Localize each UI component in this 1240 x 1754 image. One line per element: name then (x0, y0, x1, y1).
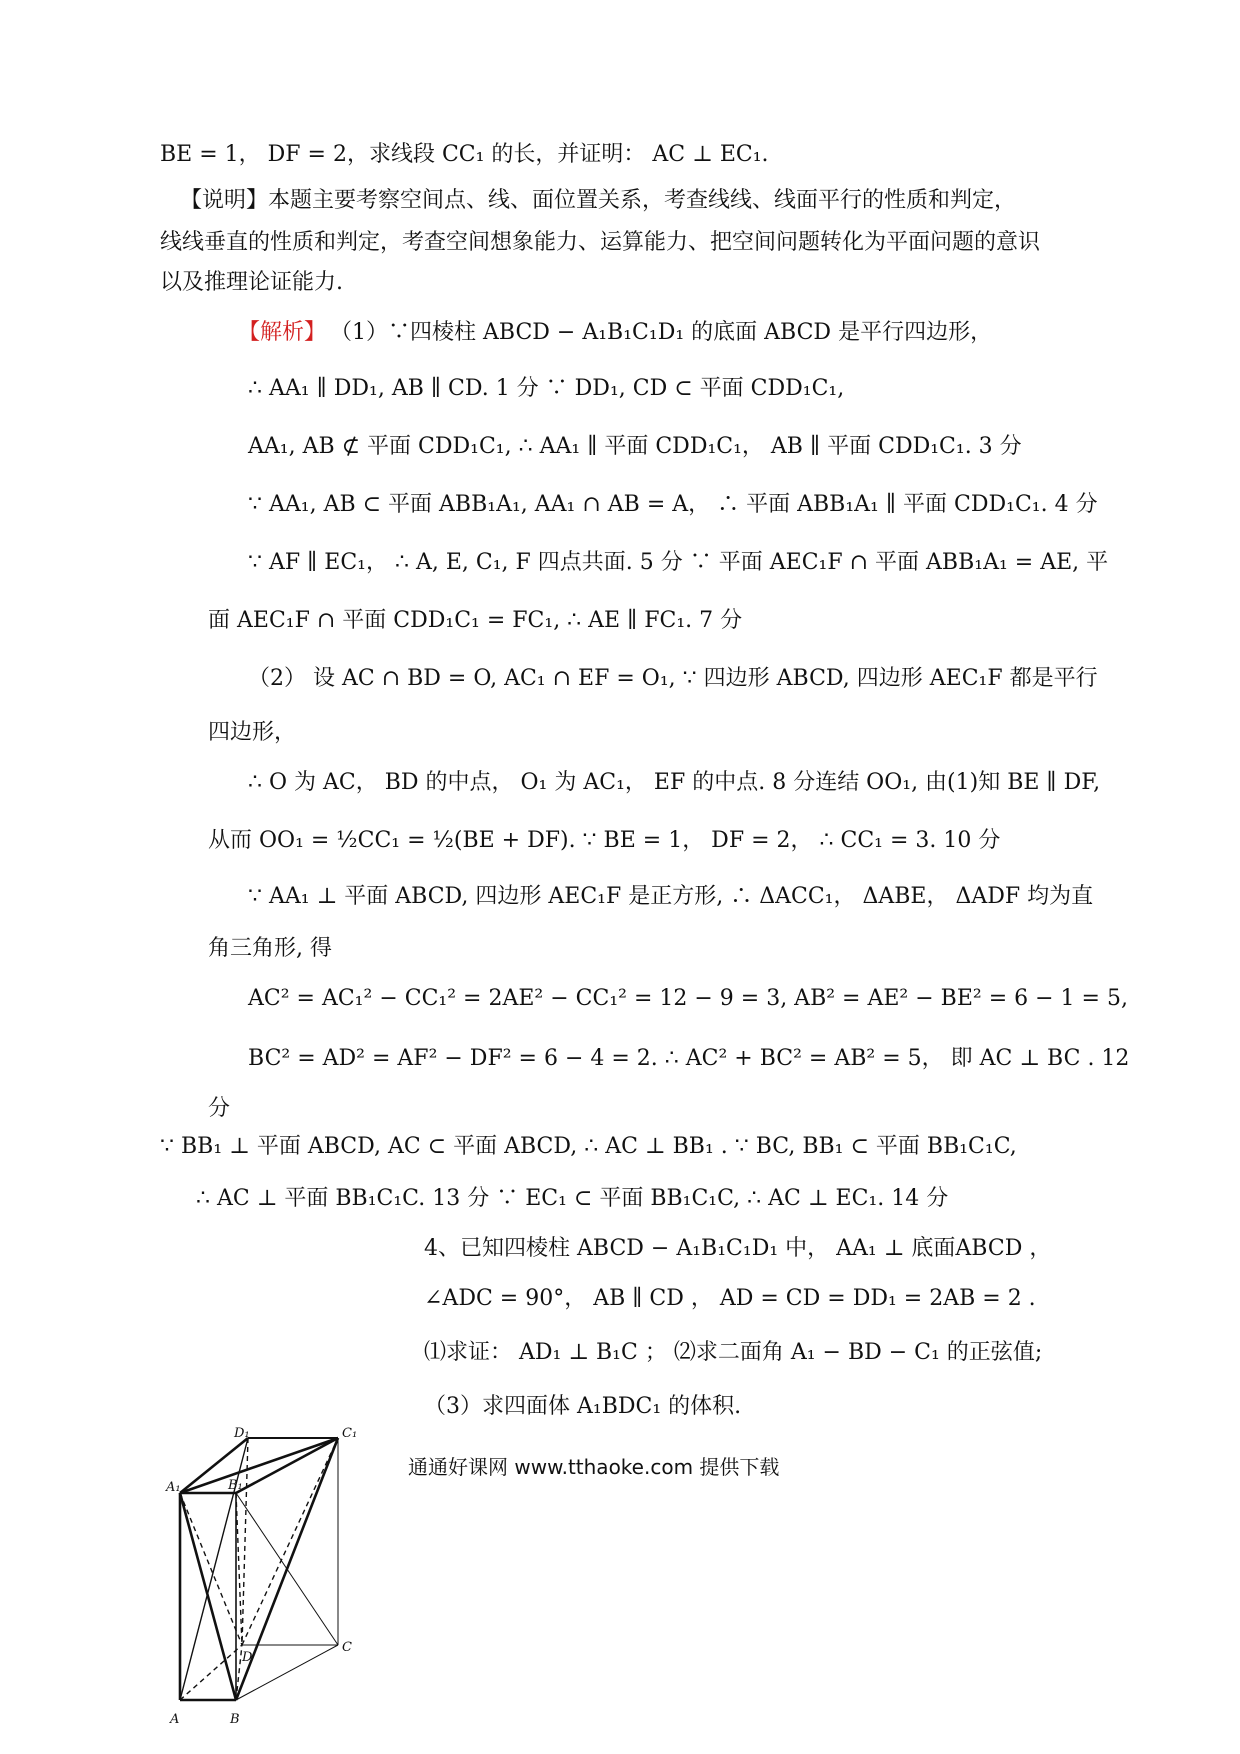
diag-b1-c (236, 1493, 338, 1645)
solution-line-5: ∵ AF ∥ EC₁， ∴ A, E, C₁, F 四点共面. 5 分 ∵ 平面 AEC₁F ∩ 平面 ABB₁A₁ = AE, 平 (248, 550, 1109, 575)
label-d: D (242, 1650, 253, 1665)
solution-line-7: （2） 设 AC ∩ BD = O, AC₁ ∩ EF = O₁, ∵ 四边形 ABCD, 四边形 AEC₁F 都是平行 (248, 666, 1098, 691)
solution-line-4: ∵ AA₁, AB ⊂ 平面 ABB₁A₁, AA₁ ∩ AB = A， ∴ 平面 ABB₁A₁ ∥ 平面 CDD₁C₁. 4 分 (248, 492, 1098, 517)
solution-line-12: 角三角形, 得 (208, 936, 332, 961)
label-c1: C₁ (342, 1426, 358, 1441)
solution-line-14: BC² = AD² = AF² − DF² = 6 − 4 = 2. ∴ AC² + BC² = AB² = 5， 即 AC ⊥ BC . 12 (248, 1046, 1130, 1071)
diag-a1-c1 (180, 1438, 338, 1493)
prism-figure (166, 1425, 420, 1735)
label-d1: D₁ (234, 1426, 250, 1441)
label-b: B (230, 1712, 240, 1727)
solution-line-6: 面 AEC₁F ∩ 平面 CDD₁C₁ = FC₁, ∴ AE ∥ FC₁. 7 分 (208, 608, 743, 633)
footer-source: 通通好课网 www.tthaoke.com 提供下载 (408, 1455, 780, 1479)
label-c: C (342, 1640, 352, 1655)
problem-3-task: BE = 1， DF = 2，求线段 CC₁ 的长，并证明： AC ⊥ EC₁. (160, 142, 769, 167)
solution-line-2: ∴ AA₁ ∥ DD₁, AB ∥ CD. 1 分 ∵ DD₁, CD ⊂ 平面 CDD₁C₁, (248, 376, 845, 401)
solution-line-17: ∴ AC ⊥ 平面 BB₁C₁C. 13 分 ∵ EC₁ ⊂ 平面 BB₁C₁C, ∴ AC ⊥ EC₁. 14 分 (196, 1186, 949, 1211)
edge-b1-c1 (236, 1438, 338, 1493)
question-4-line-1: 4、已知四棱柱 ABCD − A₁B₁C₁D₁ 中， AA₁ ⊥ 底面ABCD ， (424, 1236, 1052, 1261)
solution-line-3: AA₁, AB ⊄ 平面 CDD₁C₁, ∴ AA₁ ∥ 平面 CDD₁C₁， AB ∥ 平面 CDD₁C₁. 3 分 (248, 434, 1022, 459)
solution-line-11: ∵ AA₁ ⊥ 平面 ABCD, 四边形 AEC₁F 是正方形, ∴ ΔACC₁， ΔABE， ΔADF 均为直 (248, 884, 1094, 909)
question-4-line-4: （3）求四面体 A₁BDC₁ 的体积. (424, 1394, 742, 1419)
solution-line-9: ∴ O 为 AC， BD 的中点， O₁ 为 AC₁， EF 的中点. 8 分连结 OO₁, 由(1)知 BE ∥ DF, (248, 770, 1101, 795)
solution-line-10: 从而 OO₁ = ½CC₁ = ½(BE + DF). ∵ BE = 1， DF = 2， ∴ CC₁ = 3. 10 分 (208, 828, 1001, 853)
explanation-line-1: 【说明】本题主要考察空间点、线、面位置关系，考查线线、线面平行的性质和判定， (180, 188, 1017, 213)
question-4-line-2: ∠ADC = 90°， AB ∥ CD ， AD = CD = DD₁ = 2AB = 2 . (424, 1286, 1036, 1311)
diag-b1-d (236, 1493, 242, 1645)
explanation-line-2: 线线垂直的性质和判定，考查空间想象能力、运算能力、把空间问题转化为平面问题的意识 (160, 230, 1041, 255)
question-4-line-3: ⑴求证： AD₁ ⊥ B₁C ； ⑵求二面角 A₁ − BD − C₁ 的正弦值; (424, 1340, 1043, 1365)
explanation-line-3: 以及推理论证能力. (160, 270, 343, 295)
solution-line-15: 分 (208, 1096, 231, 1121)
diag-d-c1 (242, 1438, 338, 1645)
solution-line-8: 四边形， (208, 720, 297, 745)
analysis-tag: 【解析】 (238, 320, 327, 345)
solution-line-13: AC² = AC₁² − CC₁² = 2AE² − CC₁² = 12 − 9 = 3, AB² = AE² − BE² = 6 − 1 = 5, (248, 986, 1128, 1011)
diag-a1-d (180, 1493, 242, 1645)
label-b1: B₁ (228, 1478, 243, 1493)
label-a: A (170, 1712, 180, 1727)
label-a1: A₁ (166, 1480, 181, 1495)
solution-line-16: ∵ BB₁ ⊥ 平面 ABCD, AC ⊂ 平面 ABCD, ∴ AC ⊥ BB₁ . ∵ BC, BB₁ ⊂ 平面 BB₁C₁C, (160, 1134, 1017, 1159)
solution-line-1: （1）∵四棱柱 ABCD − A₁B₁C₁D₁ 的底面 ABCD 是平行四边形， (330, 320, 993, 345)
